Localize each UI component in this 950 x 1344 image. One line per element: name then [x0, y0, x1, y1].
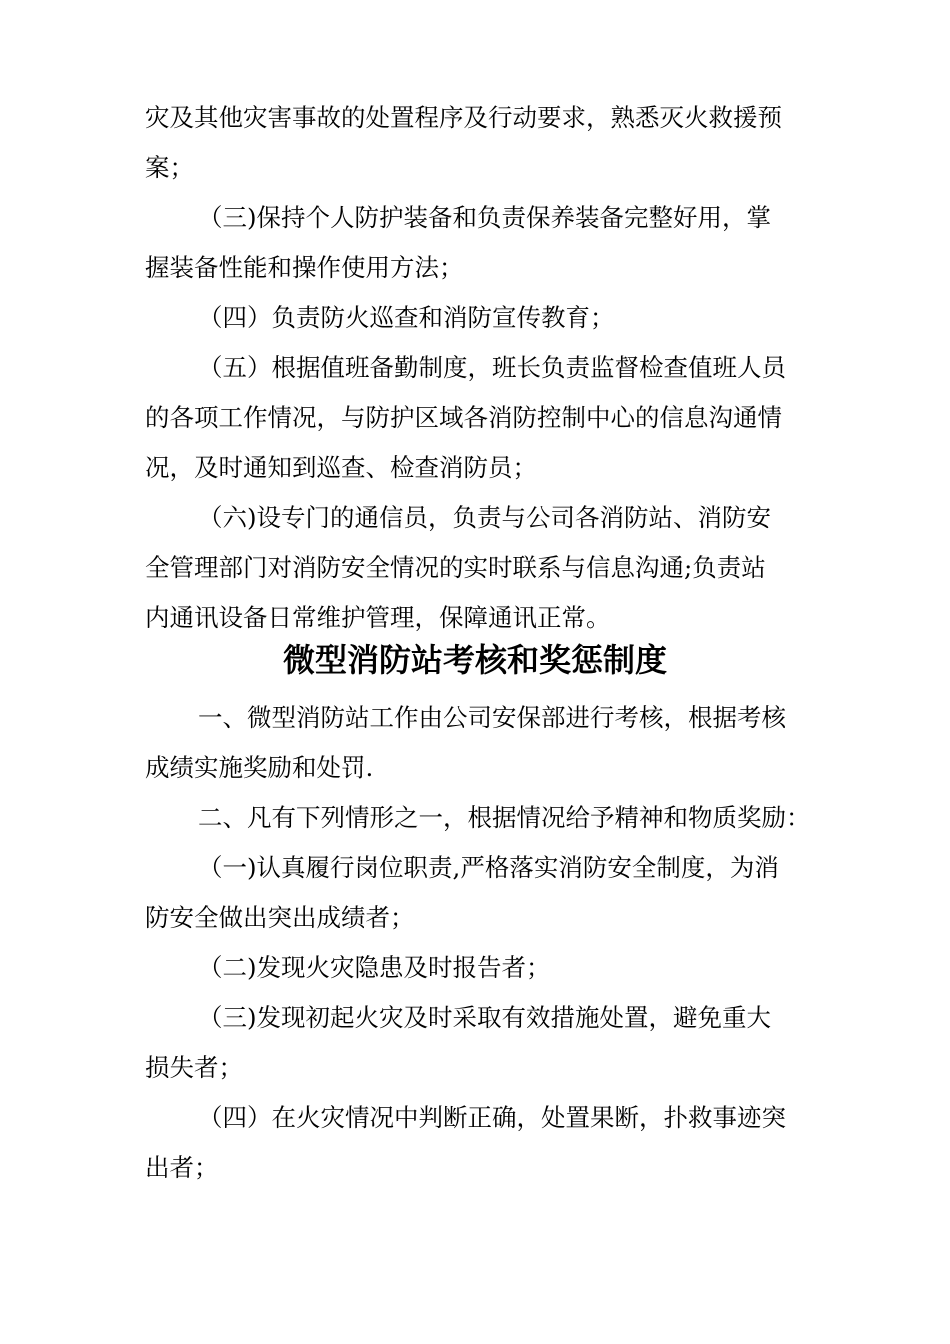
- body-line: （三)发现初起火灾及时采取有效措施处置，避免重大: [198, 1003, 772, 1032]
- body-line: （一)认真履行岗位职责,严格落实消防安全制度，为消: [198, 853, 779, 882]
- body-line: （三)保持个人防护装备和负责保养装备完整好用，掌: [198, 203, 772, 232]
- body-line: 况，及时通知到巡查、检查消防员；: [145, 453, 537, 482]
- body-line: （四）在火灾情况中判断正确，处置果断，扑救事迹突: [198, 1103, 786, 1132]
- body-line: 一、微型消防站工作由公司安保部进行考核，根据考核: [198, 703, 786, 732]
- body-line: 全管理部门对消防安全情况的实时联系与信息沟通;负责站: [145, 553, 766, 582]
- body-line: 防安全做出突出成绩者；: [145, 903, 415, 932]
- body-line: 的各项工作情况，与防护区域各消防控制中心的信息沟通情: [145, 403, 782, 432]
- body-line: 内通讯设备日常维护管理，保障通讯正常。: [145, 603, 611, 632]
- body-line: （五）根据值班备勤制度，班长负责监督检查值班人员: [198, 353, 786, 382]
- body-line: （六)设专门的通信员，负责与公司各消防站、消防安: [198, 503, 772, 532]
- body-line: 灾及其他灾害事故的处置程序及行动要求，熟悉灭火救援预: [145, 103, 782, 132]
- body-line: 案；: [145, 153, 194, 182]
- body-line: （二)发现火灾隐患及时报告者；: [198, 953, 551, 982]
- body-line: 损失者；: [145, 1053, 243, 1082]
- body-line: 出者；: [145, 1153, 219, 1182]
- body-line: （四）负责防火巡查和消防宣传教育；: [198, 303, 615, 332]
- section-title: 微型消防站考核和奖惩制度: [282, 641, 667, 679]
- body-line: 成绩实施奖励和处罚.: [145, 753, 374, 782]
- body-line: 握装备性能和操作使用方法；: [145, 253, 464, 282]
- body-line: 二、凡有下列情形之一，根据情况给予精神和物质奖励：: [198, 803, 811, 832]
